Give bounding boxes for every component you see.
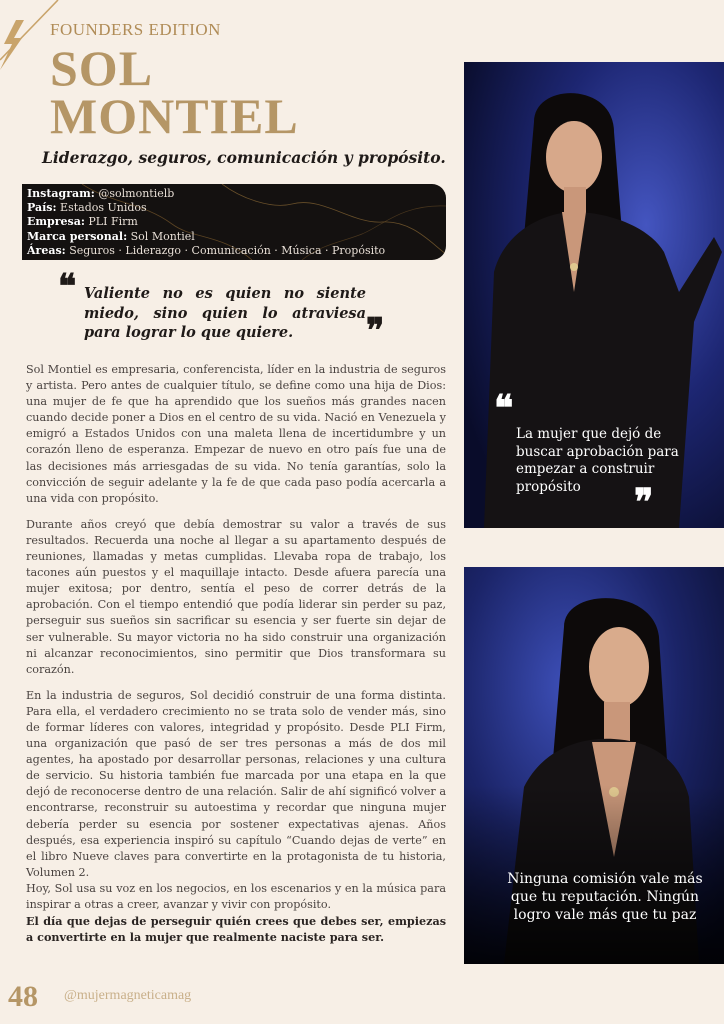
tagline: Liderazgo, seguros, comunicación y propósito. xyxy=(42,148,446,167)
social-handle: @mujermagneticamag xyxy=(64,988,192,1003)
brand-value: Sol Montiel xyxy=(130,229,195,243)
photo-quote-2: Ninguna comisión vale más que tu reputación. Ningún logro vale más que tu paz xyxy=(507,871,703,923)
paragraph-2: Durante años creyó que debía demostrar su valor a través de sus resultados. Recuerda una noche al llegar a su apartamento después de reuniones, llamadas y metas cumplidas. Llevaba ropa de trabajo, los tacones aún puestos y el maquillaje intacto. Desde afuera parecía una mujer exitosa; por dentro, sentía el peso de correr detrás de la aprobación. Con el tiempo entendió que podía liderar sin perder su paz, perseguir sus sueños sin sacrificar su esencia y ser fuerte sin dejar de ser vulnerable. Su mayor victoria no ha sido construir una organización ni alcanzar reconocimientos, sino permitir que Dios transformara su corazón. xyxy=(26,517,446,676)
photo-quote-1: La mujer que dejó de buscar aprobación para empezar a construir propósito xyxy=(516,426,679,495)
areas-value: Seguros · Liderazgo · Comunicación · Música · Propósito xyxy=(69,243,386,257)
profile-instagram: Instagram: @solmontielb xyxy=(27,187,175,200)
profile-company: Empresa: PLI Firm xyxy=(27,215,138,229)
profile-card xyxy=(22,184,446,260)
paragraph-4: Hoy, Sol usa su voz en los negocios, en los escenarios y en la música para inspirar a otras a creer, avanzar y vivir con propósito. xyxy=(26,881,446,911)
quote-close-icon: ❞ xyxy=(366,311,385,351)
profile-country: País: Estados Unidos xyxy=(27,201,147,215)
photo-quote-open-icon: ❝ xyxy=(494,387,514,429)
page-number: 48 xyxy=(8,980,38,1013)
edition-label: FOUNDERS EDITION xyxy=(50,20,221,39)
country-value: Estados Unidos xyxy=(60,201,147,215)
title-line-1: SOL xyxy=(50,40,154,96)
quote-open-icon: ❝ xyxy=(58,267,77,307)
profile-areas: Áreas: Seguros · Liderazgo · Comunicación · Música · Propósito xyxy=(27,243,386,257)
title-line-2: MONTIEL xyxy=(50,88,299,144)
paragraph-1: Sol Montiel es empresaria, conferencista, líder en la industria de seguros y artista. Pero antes de cualquier título, se define como una hija de Dios: una mujer de fe que ha aprendido que los sueños más grandes nacen cuando decide poner a Dios en el centro de su vida. Nació en Venezuela y emigró a Estados Unidos con una maleta llena de incertidumbre y un corazón lleno de esperanza. Empezar de nuevo en otro país fue una de las decisiones más arriesgadas de su vida. No tenía garantías, solo la convicción de seguir adelante y la fe de que cada paso podía acercarla a una vida con propósito. xyxy=(26,363,446,505)
article-body xyxy=(26,362,446,955)
paragraph-3: En la industria de seguros, Sol decidió construir de una forma distinta. Para ella, el verdadero crecimiento no se trata solo de vender más, sino de formar líderes con valores, integridad y propósito. Desde PLI Firm, una organización que pasó de ser tres personas a más de dos mil agentes, ha apostado por desarrollar personas, relaciones y una cultura de servicio. Su historia también fue marcada por una etapa en la que dejó de reconocerse dentro de una relación. Salir de ahí significó volver a encontrarse, reconstruir su autoestima y recordar que ninguna mujer debería perder su esencia por sostener expectativas ajenas. Años después, esa experiencia inspiró su capítulo “Cuando dejas de verte” en el libro Nueve claves para convertirte en la protagonista de tu historia, Volumen 2. xyxy=(26,688,446,879)
profile-brand: Marca personal: Sol Montiel xyxy=(27,229,195,243)
closing-statement: El día que dejas de perseguir quién crees que debes ser, empiezas a convertirte en la mujer que realmente naciste para ser. xyxy=(26,914,446,945)
pull-quote: Valiente no es quien no siente miedo, sino quien lo atraviesa para lograr lo que quiere. xyxy=(84,285,366,341)
instagram-value: @solmontielb xyxy=(98,187,175,200)
page-title xyxy=(50,40,299,144)
photo-quote-close-icon: ❞ xyxy=(634,481,654,523)
company-value: PLI Firm xyxy=(88,215,138,229)
